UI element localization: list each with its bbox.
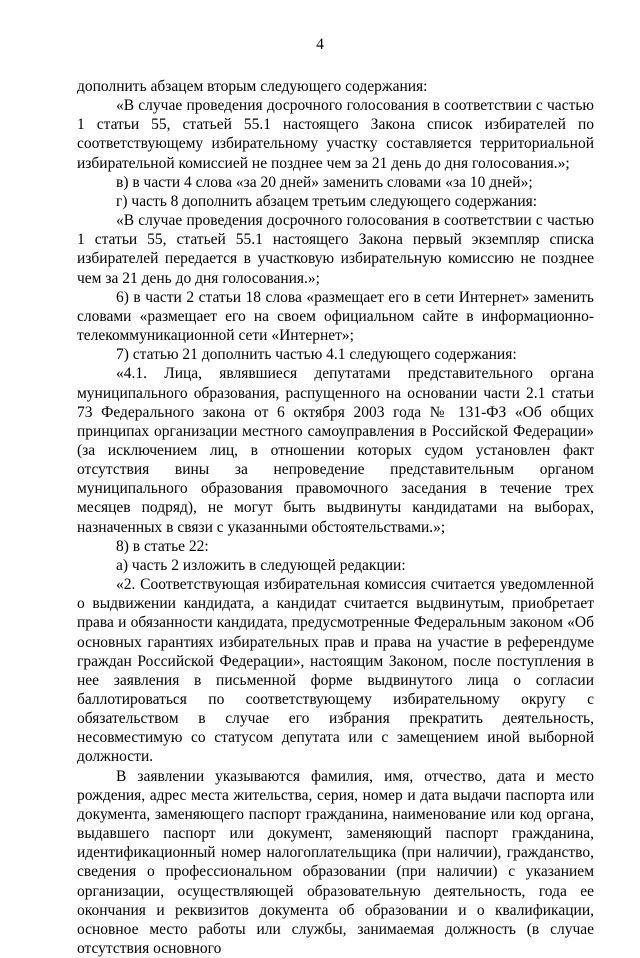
document-body — [77, 77, 594, 958]
paragraph: г) часть 8 дополнить абзацем третьим следующего содержания: — [116, 192, 538, 210]
page-number: 4 — [316, 36, 324, 53]
paragraph: в) в части 4 слова «за 20 дней» заменить словами «за 10 дней»; — [116, 173, 533, 191]
paragraph: 6) в части 2 статьи 18 слова «размещает его в сети Интернет» заменить словами «размещает его на своем официальном сайте в информационно-телекоммуникационной сети «Интернет»; — [77, 288, 594, 345]
paragraph: «2. Соответствующая избирательная комиссия считается уведомленной о выдвижении кандидата, а кандидат считается выдвинутым, приобретает права и обязанности кандидата, предусмотренные Федеральным законом «Об основных гарантиях избирательных прав и права на участие в референдуме граждан Российской Федерации», настоящим Законом, после поступления в нее заявления в письменной форме выдвинутого лица о согласии баллотироваться по соответствующему избирательному округу с обязательством в случае его избрания прекратить деятельность, несовместимую со статусом депутата или с замещением иной выборной должности. — [77, 576, 594, 766]
paragraph: «В случае проведения досрочного голосования в соответствии с частью 1 статьи 55, статьей 55.1 настоящего Закона первый экземпляр списка избирателей передается в участковую избирательную комиссию не позднее чем за 21 день до дня голосования.»; — [77, 212, 594, 287]
paragraph: дополнить абзацем вторым следующего содержания: — [77, 78, 428, 95]
paragraph: В заявлении указываются фамилия, имя, отчество, дата и место рождения, адрес места жительства, серия, номер и дата выдачи паспорта или документа, заменяющего паспорт гражданина, наименование или код органа, выдавшего паспорт или документ, заменяющий паспорт гражданина, идентификационный номер налогоплательщика (при наличии), гражданство, сведения о профессиональном образовании (при наличии) с указанием организации, осуществляющей образовательную деятельность, года ее окончания и реквизитов документа об образовании и о квалификации, основное место работы или службы, занимаемая должность (в случае отсутствия основного — [77, 767, 594, 958]
paragraph: 8) в статье 22: — [116, 537, 209, 555]
paragraph: «В случае проведения досрочного голосования в соответствии с частью 1 статьи 55, статьей 55.1 настоящего Закона список избирателей по соответствующему избирательному участку составляется территориальной избирательной комиссией не позднее чем за 21 день до дня голосования.»; — [77, 97, 594, 172]
paragraph: а) часть 2 изложить в следующей редакции: — [116, 556, 406, 574]
paragraph: 7) статью 21 дополнить частью 4.1 следующего содержания: — [116, 346, 517, 364]
paragraph: «4.1. Лица, являвшиеся депутатами представительного органа муниципального образования, распущенного на основании части 2.1 статьи 73 Федерального закона от 6 октября 2003 года № 131-ФЗ «Об общих принципах организации местного самоуправления в Российской Федерации» (за исключением лиц, в отношении которых судом установлен факт отсутствия вины за непроведение представительным органом муниципального образования правомочного заседания в течение трех месяцев подряд), не могут быть выдвинуты кандидатами на выборах, назначенных в связи с указанными обстоятельствами.»; — [77, 365, 594, 536]
